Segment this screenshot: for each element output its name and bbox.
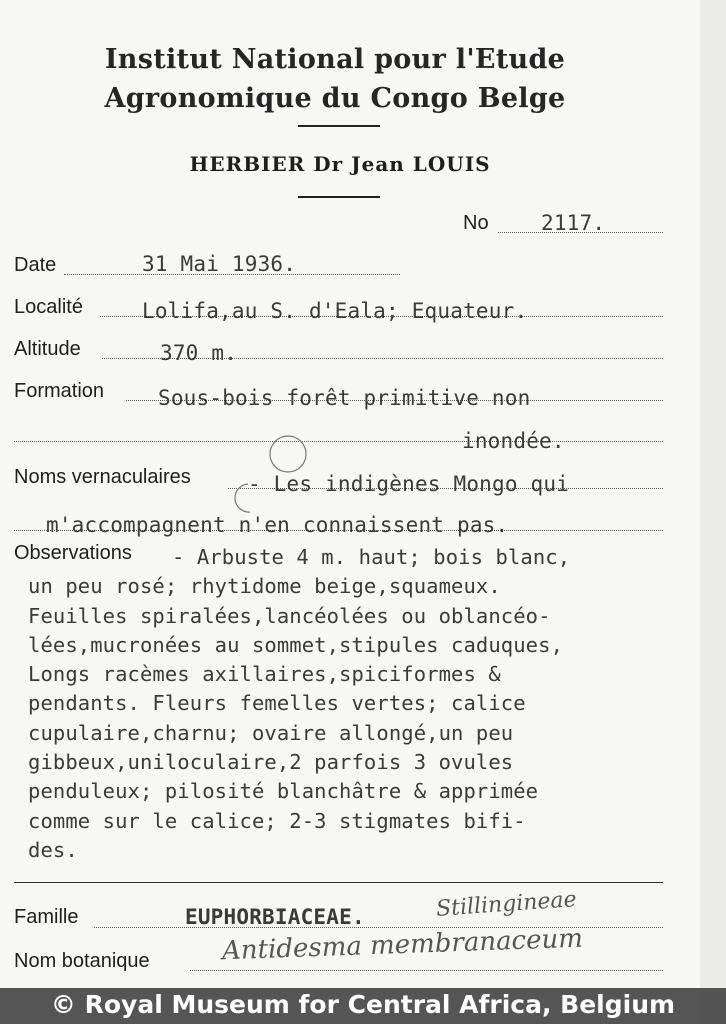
formation-value-line1: Sous-bois forêt primitive non — [158, 386, 531, 410]
date-value: 31 Mai 1936. — [142, 252, 297, 276]
noms-value-line2: m'accompagnent n'en connaissent pas. — [46, 513, 509, 537]
number-value: 2117. — [541, 211, 606, 235]
famille-label: Famille — [14, 906, 79, 928]
nom-botanique-handwritten-value: Antidesma membranaceum — [221, 923, 584, 967]
nom-botanique-dotted-line — [190, 970, 663, 971]
formation-value-line2: inondée. — [462, 429, 565, 453]
obs-line: lées,mucronées au sommet,stipules caduques, — [28, 632, 564, 657]
observations-bottom-rule — [14, 882, 663, 883]
localite-label: Localité — [14, 296, 83, 318]
obs-line: Feuilles spiralées,lancéolées ou oblancéo- — [28, 603, 551, 628]
obs-line: Longs racèmes axillaires,spiciformes & — [28, 662, 501, 687]
obs-line: penduleux; pilosité blanchâtre & apprimée — [28, 779, 539, 804]
institute-title-line2: Agronomique du Congo Belge — [104, 83, 566, 114]
nom-botanique-label: Nom botanique — [14, 950, 150, 972]
formation-dotted-line-2 — [14, 441, 663, 442]
formation-label: Formation — [14, 380, 105, 402]
obs-line: un peu rosé; rhytidome beige,squameux. — [28, 574, 501, 599]
obs-line: comme sur le calice; 2-3 stigmates bifi- — [28, 808, 526, 833]
title-divider — [298, 125, 380, 127]
obs-line: cupulaire,charnu; ovaire allongé,un peu — [28, 720, 514, 745]
famille-value: EUPHORBIACEAE. — [185, 905, 365, 929]
noms-value-line1: - Les indigènes Mongo qui — [248, 472, 570, 496]
obs-line: pendants. Fleurs femelles vertes; calice — [28, 691, 526, 716]
pencil-circle-marks — [220, 432, 320, 522]
number-label: No — [463, 212, 489, 234]
observations-label: Observations — [14, 542, 132, 564]
noms-vernaculaires-label: Noms vernaculaires — [14, 466, 191, 488]
herbier-divider — [298, 196, 380, 198]
card-edge — [700, 0, 726, 1024]
obs-line: - Arbuste 4 m. haut; bois blanc, — [172, 545, 571, 569]
obs-line: gibbeux,uniloculaire,2 parfois 3 ovules — [28, 750, 514, 775]
obs-line: des. — [28, 837, 78, 862]
altitude-value: 370 m. — [160, 341, 238, 365]
famille-handwritten-annotation: Stillingineae — [435, 887, 578, 922]
institute-title-line1: Institut National pour l'Etude — [104, 44, 566, 75]
observations-text — [28, 543, 708, 865]
date-label: Date — [14, 254, 57, 276]
localite-value: Lolifa,au S. d'Eala; Equateur. — [142, 299, 528, 323]
copyright-text: © Royal Museum for Central Africa, Belgium — [50, 990, 676, 1019]
altitude-label: Altitude — [14, 338, 81, 360]
herbier-title: HERBIER Dr Jean LOUIS — [189, 152, 491, 176]
